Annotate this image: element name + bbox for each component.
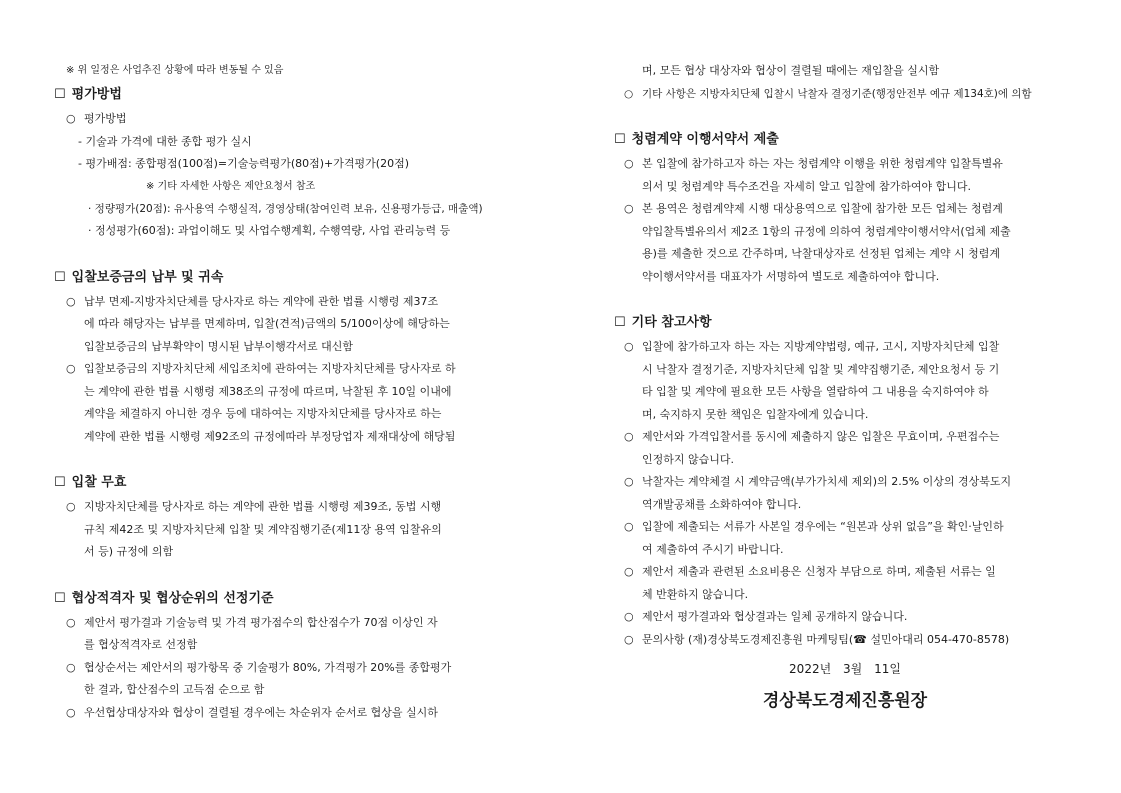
spacer — [54, 448, 514, 470]
list-item-continued: 약이행서약서를 대표자가 서명하여 별도로 제출하여야 합니다. — [642, 269, 940, 283]
list-item: ○ 본 입찰에 참가하고자 하는 자는 청렴계약 이행을 위한 청렴계약 입찰특별유 — [614, 153, 1076, 176]
date-month: 3월 — [843, 662, 863, 676]
circle-bullet-icon: ○ — [624, 157, 634, 170]
list-item: ○ 지방자치단체를 당사자로 하는 계약에 관한 법률 시행령 제39조, 동법 시행 — [54, 496, 514, 519]
list-item: ○ 기타 사항은 지방자치단체 입찰시 낙찰자 결정기준(행정안전부 예규 제134호)에 의함 — [614, 83, 1076, 106]
circle-bullet-icon: ○ — [66, 294, 76, 308]
section-heading-invalid-bid: ☐ 입찰 무효 — [54, 475, 127, 490]
checkbox-square-icon: ☐ — [54, 590, 66, 606]
checkbox-square-icon: ☐ — [54, 475, 66, 490]
list-item: ○ 본 용역은 청렴계약제 시행 대상용역으로 입찰에 참가한 모든 업체는 청렴계 — [614, 198, 1076, 221]
date-day: 11일 — [874, 662, 901, 676]
list-item: - 기술과 가격에 대한 종합 평가 실시 — [78, 134, 252, 148]
list-item-continued: 계약을 체결하지 아니한 경우 등에 대하여는 지방자치단체를 당사자로 하는 — [84, 407, 442, 420]
circle-bullet-icon: ○ — [624, 475, 634, 488]
list-item: ○ 입찰에 제출되는 서류가 사본일 경우에는 “원본과 상위 없음”을 확인·날인하 — [614, 516, 1076, 539]
circle-bullet-icon: ○ — [624, 202, 634, 215]
section-heading-negotiation: ☐ 협상적격자 및 협상순위의 선정기준 — [54, 590, 274, 606]
list-item: - 평가배점: 종합평점(100점)=기술능력평가(80점)+가격평가(20점) — [78, 157, 409, 170]
checkbox-square-icon: ☐ — [614, 315, 626, 330]
list-item: ○ 평가방법 — [54, 108, 514, 131]
checkbox-square-icon: ☐ — [54, 269, 66, 285]
list-item: ○ 제안서와 가격입찰서를 동시에 제출하지 않은 입찰은 무효이며, 우편접수는 — [614, 426, 1076, 449]
circle-bullet-icon: ○ — [66, 362, 76, 375]
spacer — [614, 288, 1076, 310]
checkbox-square-icon: ☐ — [54, 87, 66, 102]
list-item: ○ 입찰보증금의 지방자치단체 세입조치에 관하여는 지방자치단체를 당사자로 하 — [54, 358, 514, 381]
date-year: 2022년 — [789, 662, 832, 676]
list-item-continued: 계약에 관한 법률 시행령 제92조의 규정에따라 부정당업자 제재대상에 해당됨 — [84, 429, 456, 443]
list-item: ○ 입찰에 참가하고자 하는 자는 지방계약법령, 예규, 고시, 지방자치단체 입찰 — [614, 336, 1076, 359]
circle-bullet-icon: ○ — [66, 615, 76, 629]
list-item-continued: 체 반환하지 않습니다. — [642, 587, 749, 601]
list-item: ○ 문의사항 (재)경상북도경제진흥원 마케팅팀(☎ 설민아대리 054-470-8578) — [614, 629, 1076, 652]
list-item: · 정성평가(60점): 과업이해도 및 사업수행계획, 수행역량, 사업 관리능력 등 — [88, 224, 451, 237]
list-item-continued: 서 등) 규정에 의함 — [84, 545, 174, 558]
list-item-continued: 는 계약에 관한 법률 시행령 제38조의 규정에 따르며, 낙찰된 후 10일 이내에 — [84, 384, 452, 398]
section-heading-integrity-pledge: ☐ 청렴계약 이행서약서 제출 — [614, 132, 779, 147]
list-item-continued: 며, 숙지하지 못한 책임은 입찰자에게 있습니다. — [642, 407, 869, 421]
circle-bullet-icon: ○ — [624, 565, 634, 578]
circle-bullet-icon: ○ — [624, 430, 634, 443]
list-item: ○ 우선협상대상자와 협상이 결렬될 경우에는 차순위자 순서로 협상을 실시하 — [54, 702, 514, 725]
list-item-continued: 입찰보증금의 납부확약이 명시된 납부이행각서로 대신함 — [84, 339, 354, 353]
list-item-continued: 를 협상적격자로 선정함 — [84, 638, 198, 651]
list-item-continued: 의서 및 청렴계약 특수조건을 자세히 알고 입찰에 참가하여야 합니다. — [642, 179, 971, 193]
left-column — [54, 60, 514, 724]
list-item-continued: 규칙 제42조 및 지방자치단체 입찰 및 계약집행기준(제11장 용역 입찰유의 — [84, 522, 442, 536]
list-item-continued: 인정하지 않습니다. — [642, 452, 735, 466]
list-item-continued: 타 입찰 및 계약에 필요한 모든 사항을 열람하여 그 내용을 숙지하여야 하 — [642, 385, 989, 398]
list-item: ○ 제안서 평가결과와 협상결과는 일체 공개하지 않습니다. — [614, 606, 1076, 629]
list-item-continued: 며, 모든 협상 대상자와 협상이 결렬될 때에는 재입찰을 실시함 — [642, 64, 940, 77]
list-item-continued: 용)를 제출한 것으로 간주하며, 낙찰대상자로 선정된 업체는 계약 시 청렴계 — [642, 247, 1001, 260]
checkbox-square-icon: ☐ — [614, 132, 626, 147]
list-item: · 정량평가(20점): 유사용역 수행실적, 경영상태(참여인력 보유, 신용평가등급, 매출액) — [88, 202, 483, 215]
schedule-note: ※ 위 일정은 사업추진 상황에 따라 변동될 수 있음 — [66, 65, 284, 76]
spacer — [614, 105, 1076, 127]
document-date — [614, 660, 1076, 677]
section-heading-bond: ☐ 입찰보증금의 납부 및 귀속 — [54, 269, 224, 285]
list-item: ○ 협상순서는 제안서의 평가항목 중 기술평가 80%, 가격평가 20%를 종합평가 — [54, 657, 514, 680]
list-item-continued: 역개발공채를 소화하여야 합니다. — [642, 497, 802, 511]
list-item: ○ 제안서 평가결과 기술능력 및 가격 평가점수의 합산점수가 70점 이상인 자 — [54, 612, 514, 635]
list-item-continued: 시 낙찰자 결정기준, 지방자치단체 입찰 및 계약집행기준, 제안요청서 등 기 — [642, 362, 1000, 376]
circle-bullet-icon: ○ — [66, 705, 76, 719]
list-item: ○ 낙찰자는 계약체결 시 계약금액(부가가치세 제외)의 2.5% 이상의 경상북도지 — [614, 471, 1076, 494]
list-item: ○ 납부 면제-지방자치단체를 당사자로 하는 계약에 관한 법률 시행령 제37조 — [54, 291, 514, 314]
circle-bullet-icon: ○ — [66, 660, 76, 674]
reference-note: ※ 기타 자세한 사항은 제안요청서 참조 — [146, 180, 316, 192]
list-item-continued: 에 따라 해당자는 납부를 면제하며, 입찰(견적)금액의 5/100이상에 해당하는 — [84, 317, 450, 330]
circle-bullet-icon: ○ — [624, 520, 634, 533]
right-column — [614, 60, 1076, 651]
spacer — [54, 564, 514, 586]
list-item-continued: 약입찰특별유의서 제2조 1항의 규정에 의하여 청렴계약이행서약서(업체 제출 — [642, 224, 1011, 238]
circle-bullet-icon: ○ — [624, 87, 634, 100]
section-heading-other-notes: ☐ 기타 참고사항 — [614, 315, 712, 330]
circle-bullet-icon: ○ — [66, 112, 76, 125]
circle-bullet-icon: ○ — [624, 632, 634, 646]
circle-bullet-icon: ○ — [624, 340, 634, 353]
circle-bullet-icon: ○ — [66, 500, 76, 513]
spacer — [54, 243, 514, 265]
issuing-organization: 경상북도경제진흥원장 — [762, 691, 928, 711]
list-item-continued: 여 제출하여 주시기 바랍니다. — [642, 542, 784, 556]
list-item-continued: 한 결과, 합산점수의 고득점 순으로 함 — [84, 683, 265, 696]
section-heading-evaluation: ☐ 평가방법 — [54, 87, 122, 102]
list-item: ○ 제안서 제출과 관련된 소요비용은 신청자 부담으로 하며, 제출된 서류는 일 — [614, 561, 1076, 584]
circle-bullet-icon: ○ — [624, 610, 634, 623]
